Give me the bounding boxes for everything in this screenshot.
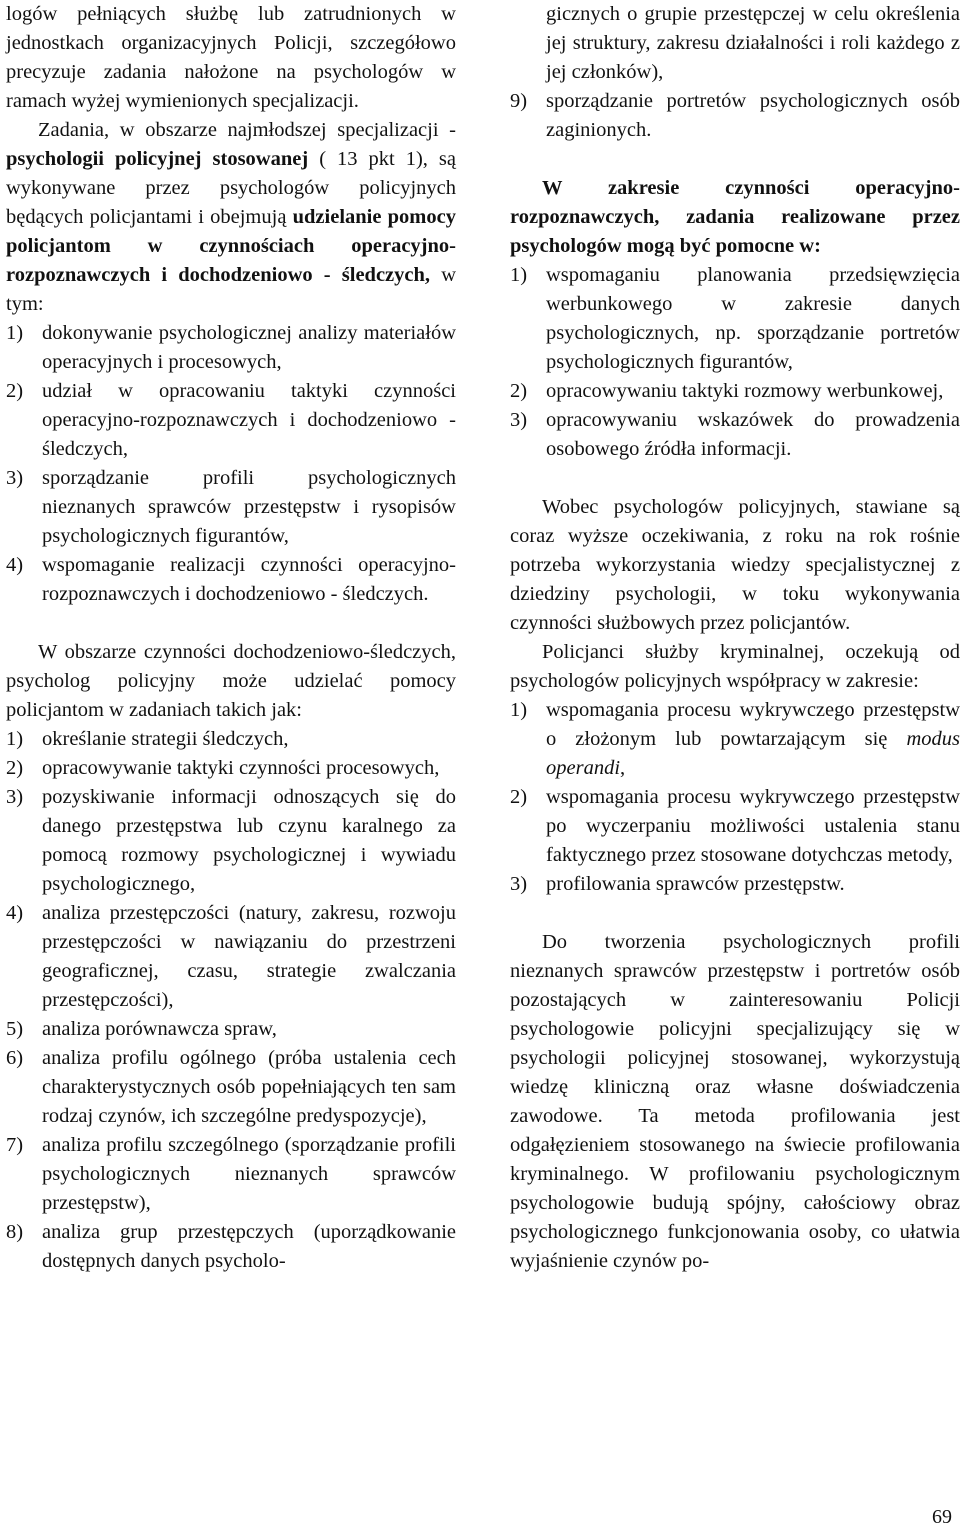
list-text: określanie strategii śledczych, xyxy=(42,728,289,750)
list-item xyxy=(6,377,456,464)
list-tasks-4 xyxy=(510,696,960,899)
paragraph-wobec: Wobec psychologów policyjnych, stawiane są coraz wyższe oczekiwania, z roku na rok rośnie potrzeba wykorzystania wiedzy specjalistycznej z dziedziny psychologii, w toku wykonywania czynności służbowych przez policjantów. xyxy=(510,496,960,634)
list-number: 5) xyxy=(6,1018,24,1040)
list-number: 1) xyxy=(6,728,24,750)
list-text: udział w opracowaniu taktyki czynności operacyjno-rozpoznawczych i dochodzeniowo - śledczych, xyxy=(42,380,456,460)
list-number: 7) xyxy=(6,1134,24,1156)
list-text-end: , xyxy=(620,757,626,779)
list-text: wspomaganie realizacji czynności operacyjno-rozpoznawczych i dochodzeniowo - śledczych. xyxy=(42,554,456,605)
para2-text-c: ( 13 pkt 1), są wykonywane przez psychologów policyjnych będących policjantami i obejmują xyxy=(6,148,456,228)
list-number: 4) xyxy=(6,902,24,924)
list-text: analiza porównawcza spraw, xyxy=(42,1018,277,1040)
list-tasks-2-continued xyxy=(510,0,960,145)
list-item xyxy=(6,754,456,783)
list-item xyxy=(6,725,456,754)
list-text: dokonywanie psychologicznej analizy materiałów operacyjnych i procesowych, xyxy=(42,322,456,373)
paragraph-psychologia-policyjna xyxy=(6,116,456,319)
list-number: 6) xyxy=(6,1047,24,1069)
list-number: 8) xyxy=(6,1221,24,1243)
para2-bold-d: udzielanie pomocy policjantom w czynnościach operacyjno-rozpoznawczych i dochodzeniowo - śledczych, xyxy=(6,206,456,286)
list-text: opracowywaniu taktyki rozmowy werbunkowej, xyxy=(546,380,944,402)
list-item xyxy=(6,551,456,609)
list-text: profilowania sprawców przestępstw. xyxy=(546,873,845,895)
list-text: wspomaganiu planowania przedsięwzięcia werbunkowego w zakresie danych psychologicznych, np. sporządzanie portretów psychologicznych figurantów, xyxy=(546,264,960,373)
intro-continuation: logów pełniących służbę lub zatrudnionych w jednostkach organizacyjnych Policji, szczegółowo precyzuje zadania nałożone na psychologów w ramach wyżej wymienionych specjalizacji. xyxy=(6,3,456,112)
list-number: 4) xyxy=(6,554,24,576)
list-item xyxy=(510,261,960,377)
list-text: analiza profilu ogólnego (próba ustalenia cech charakterystycznych osób popełniających ten sam rodzaj czynów, ich szczególne predyspozycje), xyxy=(42,1047,456,1127)
list-number: 3) xyxy=(6,786,24,808)
list-number: 2) xyxy=(6,380,24,402)
list-text: analiza profilu szczególnego (sporządzanie profili psychologicznych nieznanych sprawców przestępstw), xyxy=(42,1134,456,1214)
list-text: sporządzanie portretów psychologicznych osób zaginionych. xyxy=(546,90,960,141)
list-text: wspomagania procesu wykrywczego przestępstw o złożonym lub powtarzającym się xyxy=(546,699,960,750)
list-tasks-2 xyxy=(6,725,456,1276)
list-number: 2) xyxy=(510,786,528,808)
list-item xyxy=(6,319,456,377)
list-item xyxy=(510,87,960,145)
list-item-continuation xyxy=(510,0,960,87)
list-item xyxy=(6,783,456,899)
bold-heading-text: W zakresie czynności operacyjno-rozpoznawczych, zadania realizowane przez psychologów mogą być pomocne w: xyxy=(510,177,960,257)
spacer xyxy=(510,899,960,928)
list-item xyxy=(510,870,960,899)
list-item xyxy=(6,1218,456,1276)
list-text: analiza przestępczości (natury, zakresu, rozwoju przestępczości w nawiązaniu do przestrzeni geograficznej, czasu, strategie zwalczania przestępczości), xyxy=(42,902,456,1011)
list-number: 1) xyxy=(6,322,24,344)
paragraph-dochodzeniowo-sledcze: W obszarze czynności dochodzeniowo-śledczych, psycholog policyjny może udzielać pomocy policjantom w zadaniach takich jak: xyxy=(6,641,456,721)
list-text: analiza grup przestępczych (uporządkowanie dostępnych danych psycholo- xyxy=(42,1221,456,1272)
list-number: 1) xyxy=(510,699,528,721)
list-number: 3) xyxy=(510,409,528,431)
list-item xyxy=(510,783,960,870)
list-text: wspomagania procesu wykrywczego przestępstw po wyczerpaniu możliwości ustalenia stanu faktycznego przez stosowane dotychczas metody, xyxy=(546,786,960,866)
list-item xyxy=(510,406,960,464)
list-text-italic: modus operandi xyxy=(546,728,960,779)
list-number: 9) xyxy=(510,90,528,112)
para2-text-a: Zadania, w obszarze najmłodszej specjalizacji - xyxy=(38,119,456,141)
right-column xyxy=(510,0,960,1276)
paragraph-policjanci: Policjanci służby kryminalnej, oczekują od psychologów policyjnych współpracy w zakresie: xyxy=(510,641,960,692)
list-item xyxy=(6,899,456,1015)
list-text: opracowywaniu wskazówek do prowadzenia osobowego źródła informacji. xyxy=(546,409,960,460)
list-number: 1) xyxy=(510,264,528,286)
para2-bold-b: psychologii policyjnej stosowanej xyxy=(6,148,309,170)
list-tasks-1 xyxy=(6,319,456,609)
list-text: pozyskiwanie informacji odnoszących się do danego przestępstwa lub czynu karalnego za pomocą rozmowy psychologicznej i wywiadu psychologicznego, xyxy=(42,786,456,895)
list-item xyxy=(510,696,960,783)
para2-text-e: w tym: xyxy=(6,264,456,315)
list-number: 2) xyxy=(510,380,528,402)
page-number: 69 xyxy=(932,1506,952,1528)
list-item xyxy=(6,1015,456,1044)
list-number: 3) xyxy=(510,873,528,895)
list-tasks-3 xyxy=(510,261,960,464)
list-text: gicznych o grupie przestępczej w celu określenia jej struktury, zakresu działalności i roli każdego z jej członków), xyxy=(546,3,960,83)
list-item xyxy=(6,1044,456,1131)
list-text: opracowywanie taktyki czynności procesowych, xyxy=(42,757,440,779)
left-column xyxy=(6,0,456,1276)
spacer xyxy=(510,145,960,174)
list-item xyxy=(6,464,456,551)
list-number: 2) xyxy=(6,757,24,779)
paragraph-profile: Do tworzenia psychologicznych profili nieznanych sprawców przestępstw i portretów osób pozostających w zainteresowaniu Policji psychologowie policyjni specjalizujący się w psychologii policyjnej stosowanej, wykorzystują wiedzę kliniczną oraz własne doświadczenia zawodowe. Ta metoda profilowania jest odgałęzieniem stosowanego na świecie profilowania kryminalnego. W profilowaniu psychologicznym psychologowie budują spójny, całościowy obraz psychologicznego funkcjonowania osoby, co ułatwia wyjaśnienie czynów po- xyxy=(510,931,960,1272)
list-item xyxy=(6,1131,456,1218)
heading-operacyjno-rozpoznawcze xyxy=(510,174,960,261)
spacer xyxy=(6,609,456,638)
spacer xyxy=(510,464,960,493)
list-number: 3) xyxy=(6,467,24,489)
list-text: sporządzanie profili psychologicznych nieznanych sprawców przestępstw i rysopisów psychologicznych figurantów, xyxy=(42,467,456,547)
list-item xyxy=(510,377,960,406)
